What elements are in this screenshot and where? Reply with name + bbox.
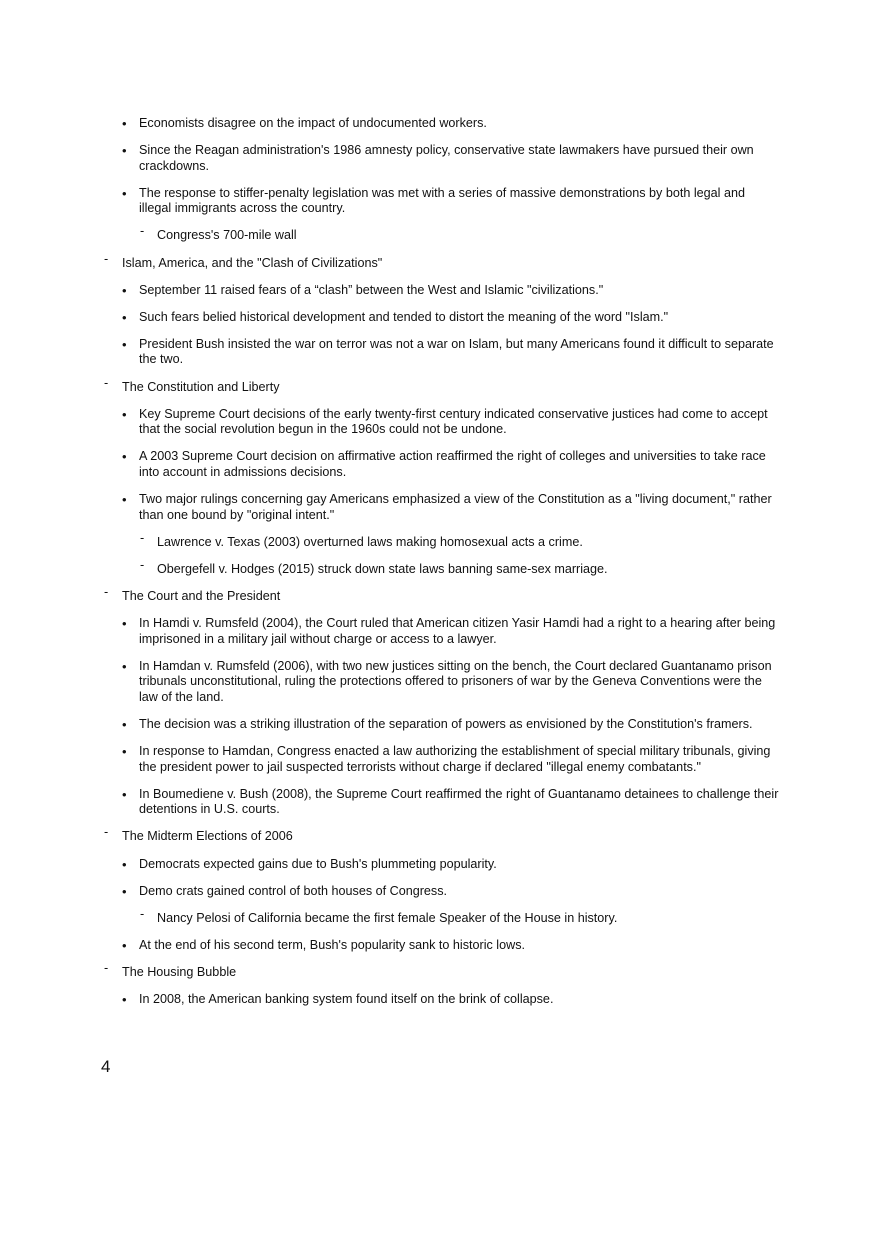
bullet-marker: • xyxy=(122,116,127,131)
bullet-marker: • xyxy=(122,309,127,325)
outline-text: At the end of his second term, Bush's popularity sank to historic lows. xyxy=(139,937,526,952)
outline-item xyxy=(0,116,779,132)
outline-text: September 11 raised fears of a “clash” between the West and Islamic "civilizations." xyxy=(139,282,604,297)
outline-text: Nancy Pelosi of California became the first female Speaker of the House in history. xyxy=(157,910,618,925)
bullet-marker: • xyxy=(122,937,127,953)
outline-text: The response to stiffer-penalty legislation was met with a series of massive demonstrations by both legal and illegal immigrants across the country. xyxy=(139,185,745,216)
bullet-marker: • xyxy=(122,883,127,899)
outline-item xyxy=(0,659,779,706)
outline-text: The Midterm Elections of 2006 xyxy=(122,829,293,844)
outline-text: Lawrence v. Texas (2003) overturned laws making homosexual acts a crime. xyxy=(157,534,583,549)
bullet-marker: • xyxy=(122,336,127,352)
outline-text: Two major rulings concerning gay Americans emphasized a view of the Constitution as a "living document," rather than one bound by "original intent." xyxy=(139,492,772,522)
outline-text: In Hamdan v. Rumsfeld (2006), with two new justices sitting on the bench, the Court declared Guantanamo prison tribunals unconstitutional, ruling the protections offered to prisoners of war by the Geneva Conventions were the law of the land. xyxy=(139,658,772,704)
outline-text: Since the Reagan administration's 1986 amnesty policy, conservative state lawmakers have pursued their own crackdowns. xyxy=(139,143,754,173)
outline-text: Key Supreme Court decisions of the early twenty-first century indicated conservative justices had come to accept that the social revolution begun in the 1960s could not be undone. xyxy=(139,406,768,437)
dash-marker: - xyxy=(140,224,145,239)
outline-item xyxy=(0,449,779,480)
bullet-marker: • xyxy=(122,991,127,1007)
bullet-marker: • xyxy=(122,492,127,507)
bullet-marker: • xyxy=(122,143,127,159)
outline-text: Congress's 700-mile wall xyxy=(157,228,297,243)
outline-text: The decision was a striking illustration of the separation of powers as envisioned by the Constitution's framers. xyxy=(139,716,753,731)
outline-item xyxy=(0,224,777,244)
outline-text: Islam, America, and the "Clash of Civilizations" xyxy=(122,255,383,270)
outline-heading xyxy=(0,825,772,845)
outline-item xyxy=(0,938,779,954)
outline-item xyxy=(0,992,779,1008)
bullet-marker: • xyxy=(122,658,127,674)
outline-item xyxy=(0,530,777,551)
outline-text: Democrats expected gains due to Bush's plummeting popularity. xyxy=(139,856,497,871)
bullet-marker: • xyxy=(122,856,127,872)
bullet-marker: • xyxy=(122,282,127,298)
outline-item xyxy=(0,283,779,299)
bullet-marker: • xyxy=(122,406,127,422)
outline-item xyxy=(0,787,779,818)
outline-text: A 2003 Supreme Court decision on affirmative action reaffirmed the right of colleges and universities to take race into account in admissions decisions. xyxy=(139,449,766,479)
outline-text: Obergefell v. Hodges (2015) struck down state laws banning same-sex marriage. xyxy=(157,561,608,576)
outline-heading xyxy=(0,960,772,981)
bullet-marker: • xyxy=(122,786,127,802)
bullet-marker: • xyxy=(122,716,127,732)
dash-marker: - xyxy=(104,251,109,266)
outline-item xyxy=(0,310,779,326)
outline-text: The Housing Bubble xyxy=(122,964,237,979)
outline-item xyxy=(0,143,779,174)
outline-heading xyxy=(0,375,772,396)
dash-marker: - xyxy=(104,960,109,975)
dash-marker: - xyxy=(140,557,145,572)
bullet-marker: • xyxy=(122,185,127,201)
outline-item xyxy=(0,857,779,873)
outline-item xyxy=(0,884,779,900)
outline-item xyxy=(0,744,779,775)
outline-item xyxy=(0,717,779,733)
outline-text: In 2008, the American banking system found itself on the brink of collapse. xyxy=(139,991,554,1006)
outline-item xyxy=(0,186,779,217)
dash-marker: - xyxy=(140,530,145,545)
page-number: 4 xyxy=(101,1057,111,1076)
dash-marker: - xyxy=(104,584,109,599)
outline-item xyxy=(0,906,777,927)
bullet-marker: • xyxy=(122,615,127,631)
outline-text: In Hamdi v. Rumsfeld (2004), the Court ruled that American citizen Yasir Hamdi had a right to a hearing after being imprisoned in a military jail without charge or access to a lawyer. xyxy=(139,615,776,646)
outline-text: Economists disagree on the impact of undocumented workers. xyxy=(139,116,487,130)
outline-text: Demo crats gained control of both houses of Congress. xyxy=(139,883,448,898)
bullet-marker: • xyxy=(122,744,127,760)
outline-text: In Boumediene v. Bush (2008), the Supreme Court reaffirmed the right of Guantanamo detainees to challenge their detentions in U.S. courts. xyxy=(139,786,779,817)
outline-item xyxy=(0,492,779,523)
dash-marker: - xyxy=(104,375,109,390)
dash-marker: - xyxy=(140,906,145,921)
outline-item xyxy=(0,616,779,647)
outline-text: President Bush insisted the war on terror was not a war on Islam, but many Americans found it difficult to separate the two. xyxy=(139,336,774,367)
outline-text: The Court and the President xyxy=(122,588,281,603)
outline-item xyxy=(0,557,777,578)
outline-text: In response to Hamdan, Congress enacted a law authorizing the establishment of special military tribunals, giving the president power to jail suspected terrorists without charge if declared "illegal enemy combatants." xyxy=(139,744,771,774)
outline-text: The Constitution and Liberty xyxy=(122,379,280,394)
outline-item xyxy=(0,407,779,438)
outline-list xyxy=(0,116,880,1008)
outline-heading xyxy=(0,251,772,272)
outline-item xyxy=(0,337,779,368)
bullet-marker: • xyxy=(122,449,127,465)
outline-text: Such fears belied historical development and tended to distort the meaning of the word "Islam." xyxy=(139,309,669,324)
outline-heading xyxy=(0,584,772,605)
dash-marker: - xyxy=(104,825,109,840)
